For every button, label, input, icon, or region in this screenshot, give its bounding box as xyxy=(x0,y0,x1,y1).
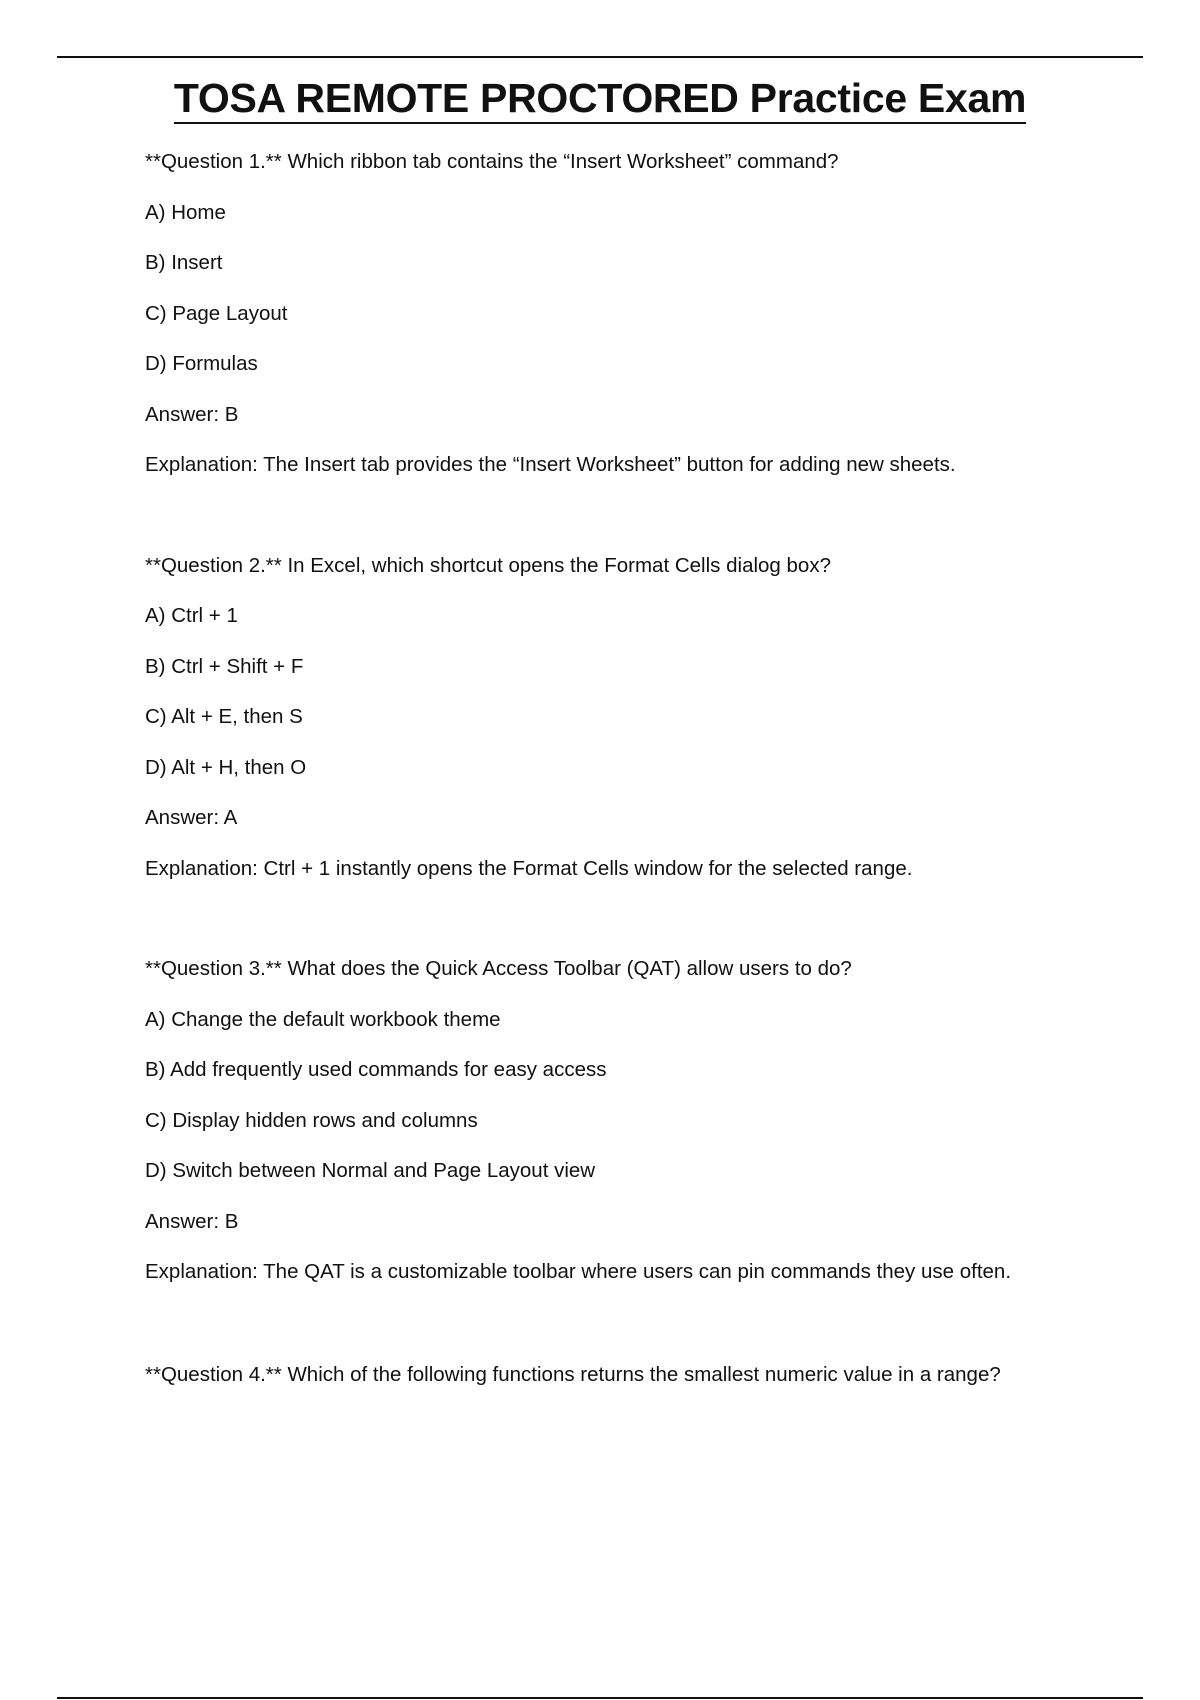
question-gap xyxy=(145,500,1075,550)
explanation: Explanation: The Insert tab provides the “Insert Worksheet” button for adding new sheets. xyxy=(145,453,956,476)
option-a: A) Change the default workbook theme xyxy=(145,1007,501,1031)
option-b: B) Ctrl + Shift + F xyxy=(145,654,304,678)
option-b: B) Insert xyxy=(145,251,223,274)
question-text: **Question 4.** Which of the following functions returns the smallest numeric value in a range? xyxy=(145,1362,1001,1386)
option-a: A) Ctrl + 1 xyxy=(145,604,238,627)
answer: Answer: B xyxy=(145,402,239,426)
question-2 xyxy=(145,550,1075,954)
explanation: Explanation: The QAT is a customizable toolbar where users can pin commands they use often. xyxy=(145,1260,1012,1283)
option-d: D) Alt + H, then O xyxy=(145,755,307,779)
option-b: B) Add frequently used commands for easy access xyxy=(145,1058,607,1081)
bottom-rule xyxy=(57,1697,1143,1699)
option-d: D) Switch between Normal and Page Layout view xyxy=(145,1159,596,1182)
option-a: A) Home xyxy=(145,200,226,224)
question-3 xyxy=(145,953,1075,1357)
question-gap xyxy=(145,903,1075,953)
question-1 xyxy=(145,146,1075,550)
question-text: **Question 2.** In Excel, which shortcut opens the Format Cells dialog box? xyxy=(145,553,831,577)
explanation: Explanation: Ctrl + 1 instantly opens the Format Cells window for the selected range. xyxy=(145,856,913,880)
answer: Answer: A xyxy=(145,806,238,829)
document-title: TOSA REMOTE PROCTORED Practice Exam xyxy=(174,74,1026,124)
top-rule xyxy=(57,56,1143,58)
title-container xyxy=(0,74,1200,124)
question-gap xyxy=(145,1307,1075,1357)
option-c: C) Page Layout xyxy=(145,301,288,325)
document-body xyxy=(145,146,1075,1411)
question-4 xyxy=(145,1357,1075,1392)
option-c: C) Alt + E, then S xyxy=(145,705,303,728)
option-d: D) Formulas xyxy=(145,352,258,375)
question-text: **Question 1.** Which ribbon tab contains the “Insert Worksheet” command? xyxy=(145,150,839,173)
answer: Answer: B xyxy=(145,1209,239,1233)
question-text: **Question 3.** What does the Quick Access Toolbar (QAT) allow users to do? xyxy=(145,957,852,980)
option-c: C) Display hidden rows and columns xyxy=(145,1108,478,1132)
